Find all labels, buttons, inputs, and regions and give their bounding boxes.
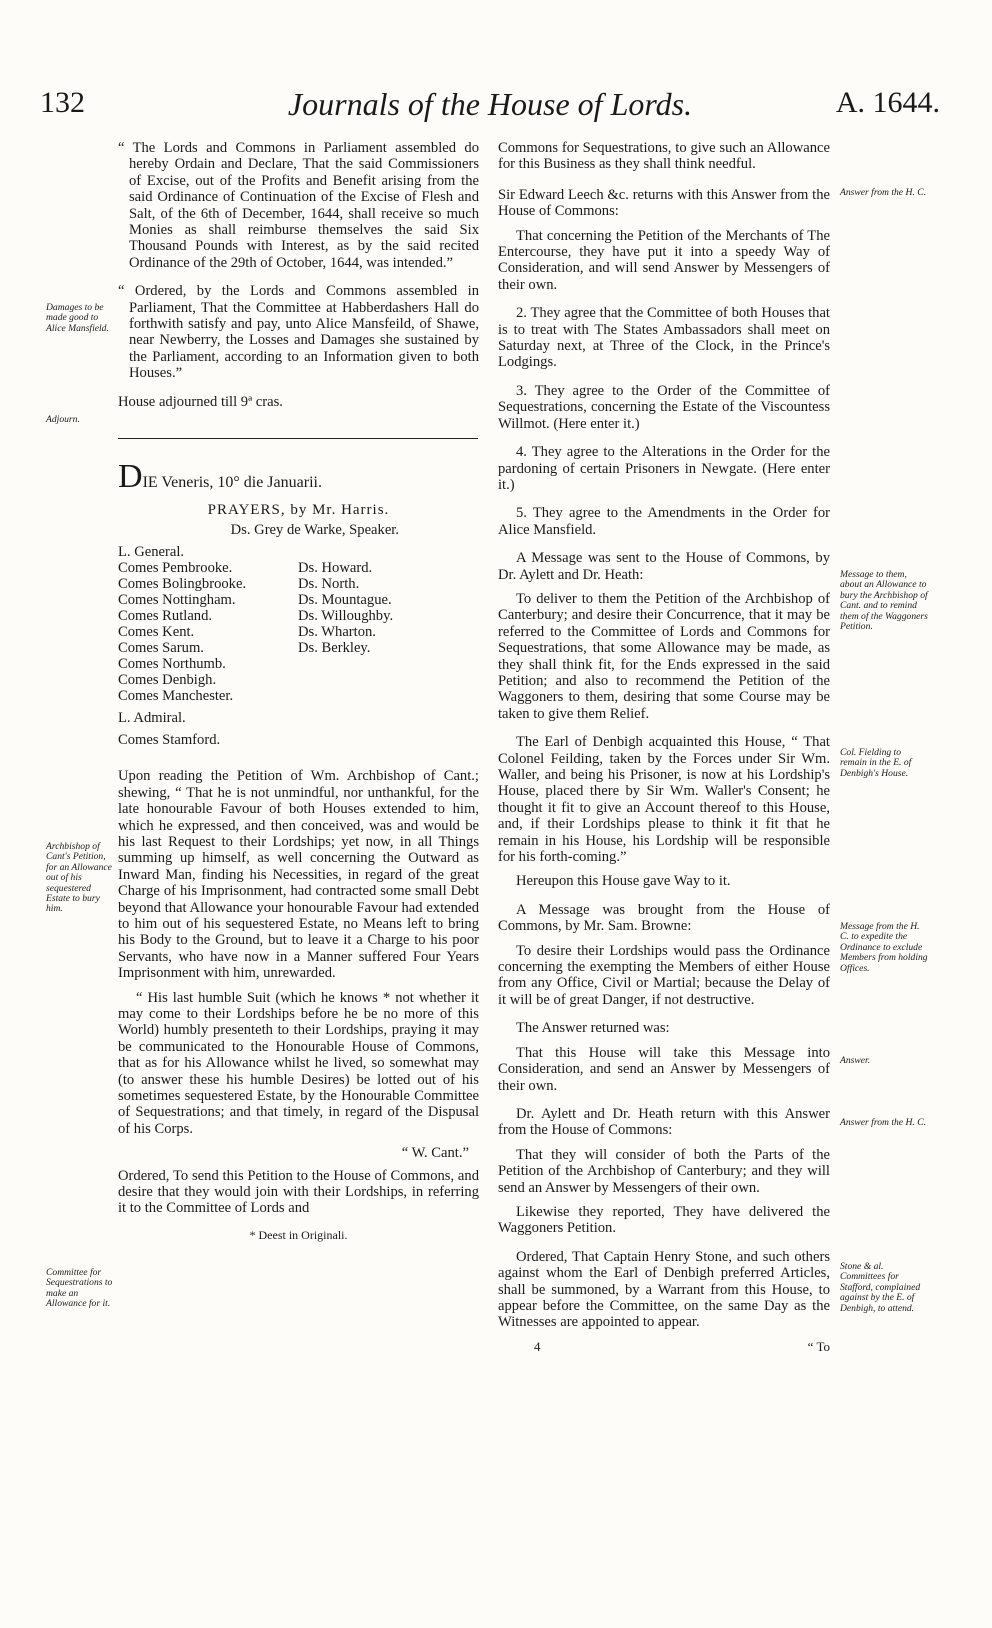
lord-name: Ds. Mountague. xyxy=(298,592,392,609)
day-heading-text: IE Veneris, 10° die Januarii. xyxy=(142,474,322,492)
page-header xyxy=(40,86,940,130)
lords-column-2 xyxy=(298,544,478,748)
margin-note-message-ordinance: Message from the H. C. to expedite the Ordinance to exclude Members from holding Offices. xyxy=(840,921,928,974)
lord-name: L. Admiral. xyxy=(118,710,186,727)
lord-name: Comes Kent. xyxy=(118,624,195,641)
paragraph: A Message was sent to the House of Commons, by Dr. Aylett and Dr. Heath: xyxy=(498,550,830,583)
year: A. 1644. xyxy=(835,86,940,119)
margin-note-answer-2: Answer. xyxy=(840,1055,871,1066)
lord-name: Comes Northumb. xyxy=(118,656,226,673)
lord-name: Ds. Berkley. xyxy=(298,640,371,657)
paragraph: Likewise they reported, They have delivered the Waggoners Petition. xyxy=(498,1203,830,1237)
margin-note-archbishop-petition: Archbishop of Cant's Petition, for an Allowance out of his sequestered Estate to bury him. xyxy=(46,841,112,915)
margin-note-stone: Stone & al. Committees for Stafford, complained against by the E. of Denbigh, to attend. xyxy=(840,1261,921,1314)
signature-w-cant: “ W. Cant.” xyxy=(401,1145,469,1162)
margin-note-message-allowance: Message to them, about an Allowance to bury the Archbishop of Cant. and to remind them of the Waggoners Petition. xyxy=(840,569,928,633)
archbishop-suit-paragraph: “ His last humble Suit (which he knows * not whether it may come to their Lordships before he be no more of this World) humbly presenteth to their Lordships, praying it may be communicated to the Honourable House of Commons, that as for his Allowance whilst he lived, so somewhat may (to answer these his humble Desires) be lotted out of his sometimes sequestered Estate, by the Honourable Committee of Sequestrations; and that timely, in regard of the Dispusal of his Corps. xyxy=(118,989,479,1137)
lord-name: Comes Nottingham. xyxy=(118,592,236,609)
paragraph: Sir Edward Leech &c. returns with this Answer from the House of Commons: xyxy=(498,186,830,220)
order-send-petition: Ordered, To send this Petition to the House of Commons, and desire that they would join with their Lordships, in referring it to the Committee of Lords and xyxy=(118,1167,479,1217)
page-number: 132 xyxy=(40,86,85,119)
paragraph: Ordered, That Captain Henry Stone, and such others against whom the Earl of Denbigh preferred Articles, shall be summoned, by a Warrant from this House, to appear before the Committee, on the same Day as the Witnesses are appointed to appear. xyxy=(498,1248,830,1331)
left-column xyxy=(118,140,479,1243)
signature-mark: 4 xyxy=(534,1338,541,1354)
lords-column-1 xyxy=(118,544,298,748)
lord-name: Ds. Howard. xyxy=(298,560,373,577)
margin-note-committee: Committee for Sequestrations to make an Allowance for it. xyxy=(46,1267,113,1310)
lord-name: L. General. xyxy=(118,544,185,561)
lord-name: Comes Rutland. xyxy=(118,608,213,625)
paragraph: 4. They agree to the Alterations in the Order for the pardoning of certain Prisoners in Newgate. (Here enter it.) xyxy=(498,444,830,493)
attendance-list xyxy=(118,544,479,748)
catchword: “ To xyxy=(807,1338,830,1354)
excise-ordinance-paragraph: “ The Lords and Commons in Parliament assembled do hereby Ordain and Declare, That the said Commissioners of Excise, out of the Profits and Benefit arising from the said Ordinance of Continuation of the Excise of Flesh and Salt, of the 6th of December, 1644, shall receive so much Monies as shall reimburse themselves the said Six Thousand Pounds with Interest, as by the said recited Ordinance of the 29th of October, 1644, was intended.” xyxy=(118,140,479,271)
margin-note-damages: Damages to be made good to Alice Mansfield. xyxy=(46,302,109,334)
paragraph: That this House will take this Message into Consideration, and send an Answer by Messengers of their own. xyxy=(498,1044,830,1094)
section-divider xyxy=(118,438,478,439)
paragraph: Dr. Aylett and Dr. Heath return with this Answer from the House of Commons: xyxy=(498,1105,830,1139)
lord-name: Comes Denbigh. xyxy=(118,672,217,689)
archbishop-petition-paragraph: Upon reading the Petition of Wm. Archbishop of Cant.; shewing, “ That he is not unmindful, nor unthankful, for the late honourable Favour of both Houses extended to him, which he expressed, and then conceived, was and would be his last Request to their Lordships; yet now, in all Things summing up himself, as well concerning the Outward as Inward Man, finding his Necessities, in regard of the great Charge of his Imprisonment, had contracted some small Debt beyond that Allowance your honourable Favour had extended to him out of his sequestered Estate, no Means left to bring his Body to the Ground, but to leave it a Charge to his poor Servants, who have now in a Manner suffered Four Years Imprisonment with him, unrewarded. xyxy=(118,768,479,982)
mansfeild-order-paragraph: “ Ordered, by the Lords and Commons assembled in Parliament, That the Committee at Habberdashers Hall do forthwith satisfy and pay, unto Alice Mansfeild, of Shawe, near Newberry, the Losses and Damages she sustained by the Parliament, according to an Information given to both Houses.” xyxy=(118,283,479,382)
paragraph: 5. They agree to the Amendments in the Order for Alice Mansfield. xyxy=(498,505,830,538)
right-column xyxy=(498,140,830,1355)
paragraph: 2. They agree that the Committee of both Houses that is to treat with The States Ambassadors shall meet on Saturday next, at Three of the Clock, in the Prince's Lodgings. xyxy=(498,305,830,371)
margin-note-answer-3: Answer from the H. C. xyxy=(840,1117,926,1128)
margin-note-adjourn: Adjourn. xyxy=(46,414,80,425)
lord-name: Comes Pembrooke. xyxy=(118,560,233,577)
paragraph: The Earl of Denbigh acquainted this House, “ That Colonel Feilding, taken by the Forces under Sir Wm. Waller, and being his Prisoner, is now at his Lordship's House, placed there by Sir Wm. Waller's Consent; he thought it fit to give an Account thereof to this House, and, if their Lordships please to think it fit that he remain in his House, his Lordship will be responsible for his forth-coming.” xyxy=(498,734,830,866)
lord-name: Ds. Willoughby. xyxy=(298,608,394,625)
lord-name: Comes Stamford. xyxy=(118,732,221,749)
paragraph: To desire their Lordships would pass the Ordinance concerning the exempting the Members of either House from any Office, Civil or Martial; because the Delay of it will be of great Danger, if not destructive. xyxy=(498,942,830,1008)
lord-name: Ds. Wharton. xyxy=(298,624,376,641)
margin-note-col-fielding: Col. Fielding to remain in the E. of Denbigh's House. xyxy=(840,747,912,779)
paragraph: To deliver to them the Petition of the Archbishop of Canterbury; and desire their Concurrence, that it may be referred to the Committee of Lords and Commons for Sequestrations, that some Allowance may be made, as they shall think fit, for the Ends expressed in the said Petition; and also to recommend the Petition of the Waggoners to them, desiring that some Course may be taken to give them Relief. xyxy=(498,590,830,722)
adjournment: House adjourned till 9ª cras. xyxy=(118,393,283,410)
paragraph: The Answer returned was: xyxy=(516,1020,670,1037)
margin-note-answer-1: Answer from the H. C. xyxy=(840,187,926,198)
lord-name: Ds. North. xyxy=(298,576,360,593)
lord-name: Comes Bolingbrooke. xyxy=(118,576,247,593)
day-heading xyxy=(118,458,479,496)
paragraph: That concerning the Petition of the Merchants of The Entercourse, they have put it into a speedy Way of Consideration, and will send Answer by Messengers of their own. xyxy=(498,227,830,293)
paragraph: Hereupon this House gave Way to it. xyxy=(516,873,731,890)
lord-name: Comes Manchester. xyxy=(118,688,234,705)
paragraph: Commons for Sequestrations, to give such an Allowance for this Business as they shall think needful. xyxy=(498,140,830,173)
paragraph: That they will consider of both the Parts of the Petition of the Archbishop of Canterbury; and they will send an Answer by Messengers of their own. xyxy=(498,1146,830,1196)
running-title: Journals of the House of Lords. xyxy=(287,86,693,122)
footnote: * Deest in Originali. xyxy=(249,1227,348,1242)
paragraph: 3. They agree to the Order of the Committee of Sequestrations, concerning the Estate of the Viscountess Willmot. (Here enter it.) xyxy=(498,382,830,432)
drop-cap: D xyxy=(118,458,143,496)
paragraph: A Message was brought from the House of Commons, by Mr. Sam. Browne: xyxy=(498,901,830,935)
lord-name: Comes Sarum. xyxy=(118,640,204,657)
page-foot xyxy=(498,1339,830,1355)
prayers-line: PRAYERS, by Mr. Harris. xyxy=(207,501,390,518)
speaker-line: Ds. Grey de Warke, Speaker. xyxy=(230,521,399,538)
